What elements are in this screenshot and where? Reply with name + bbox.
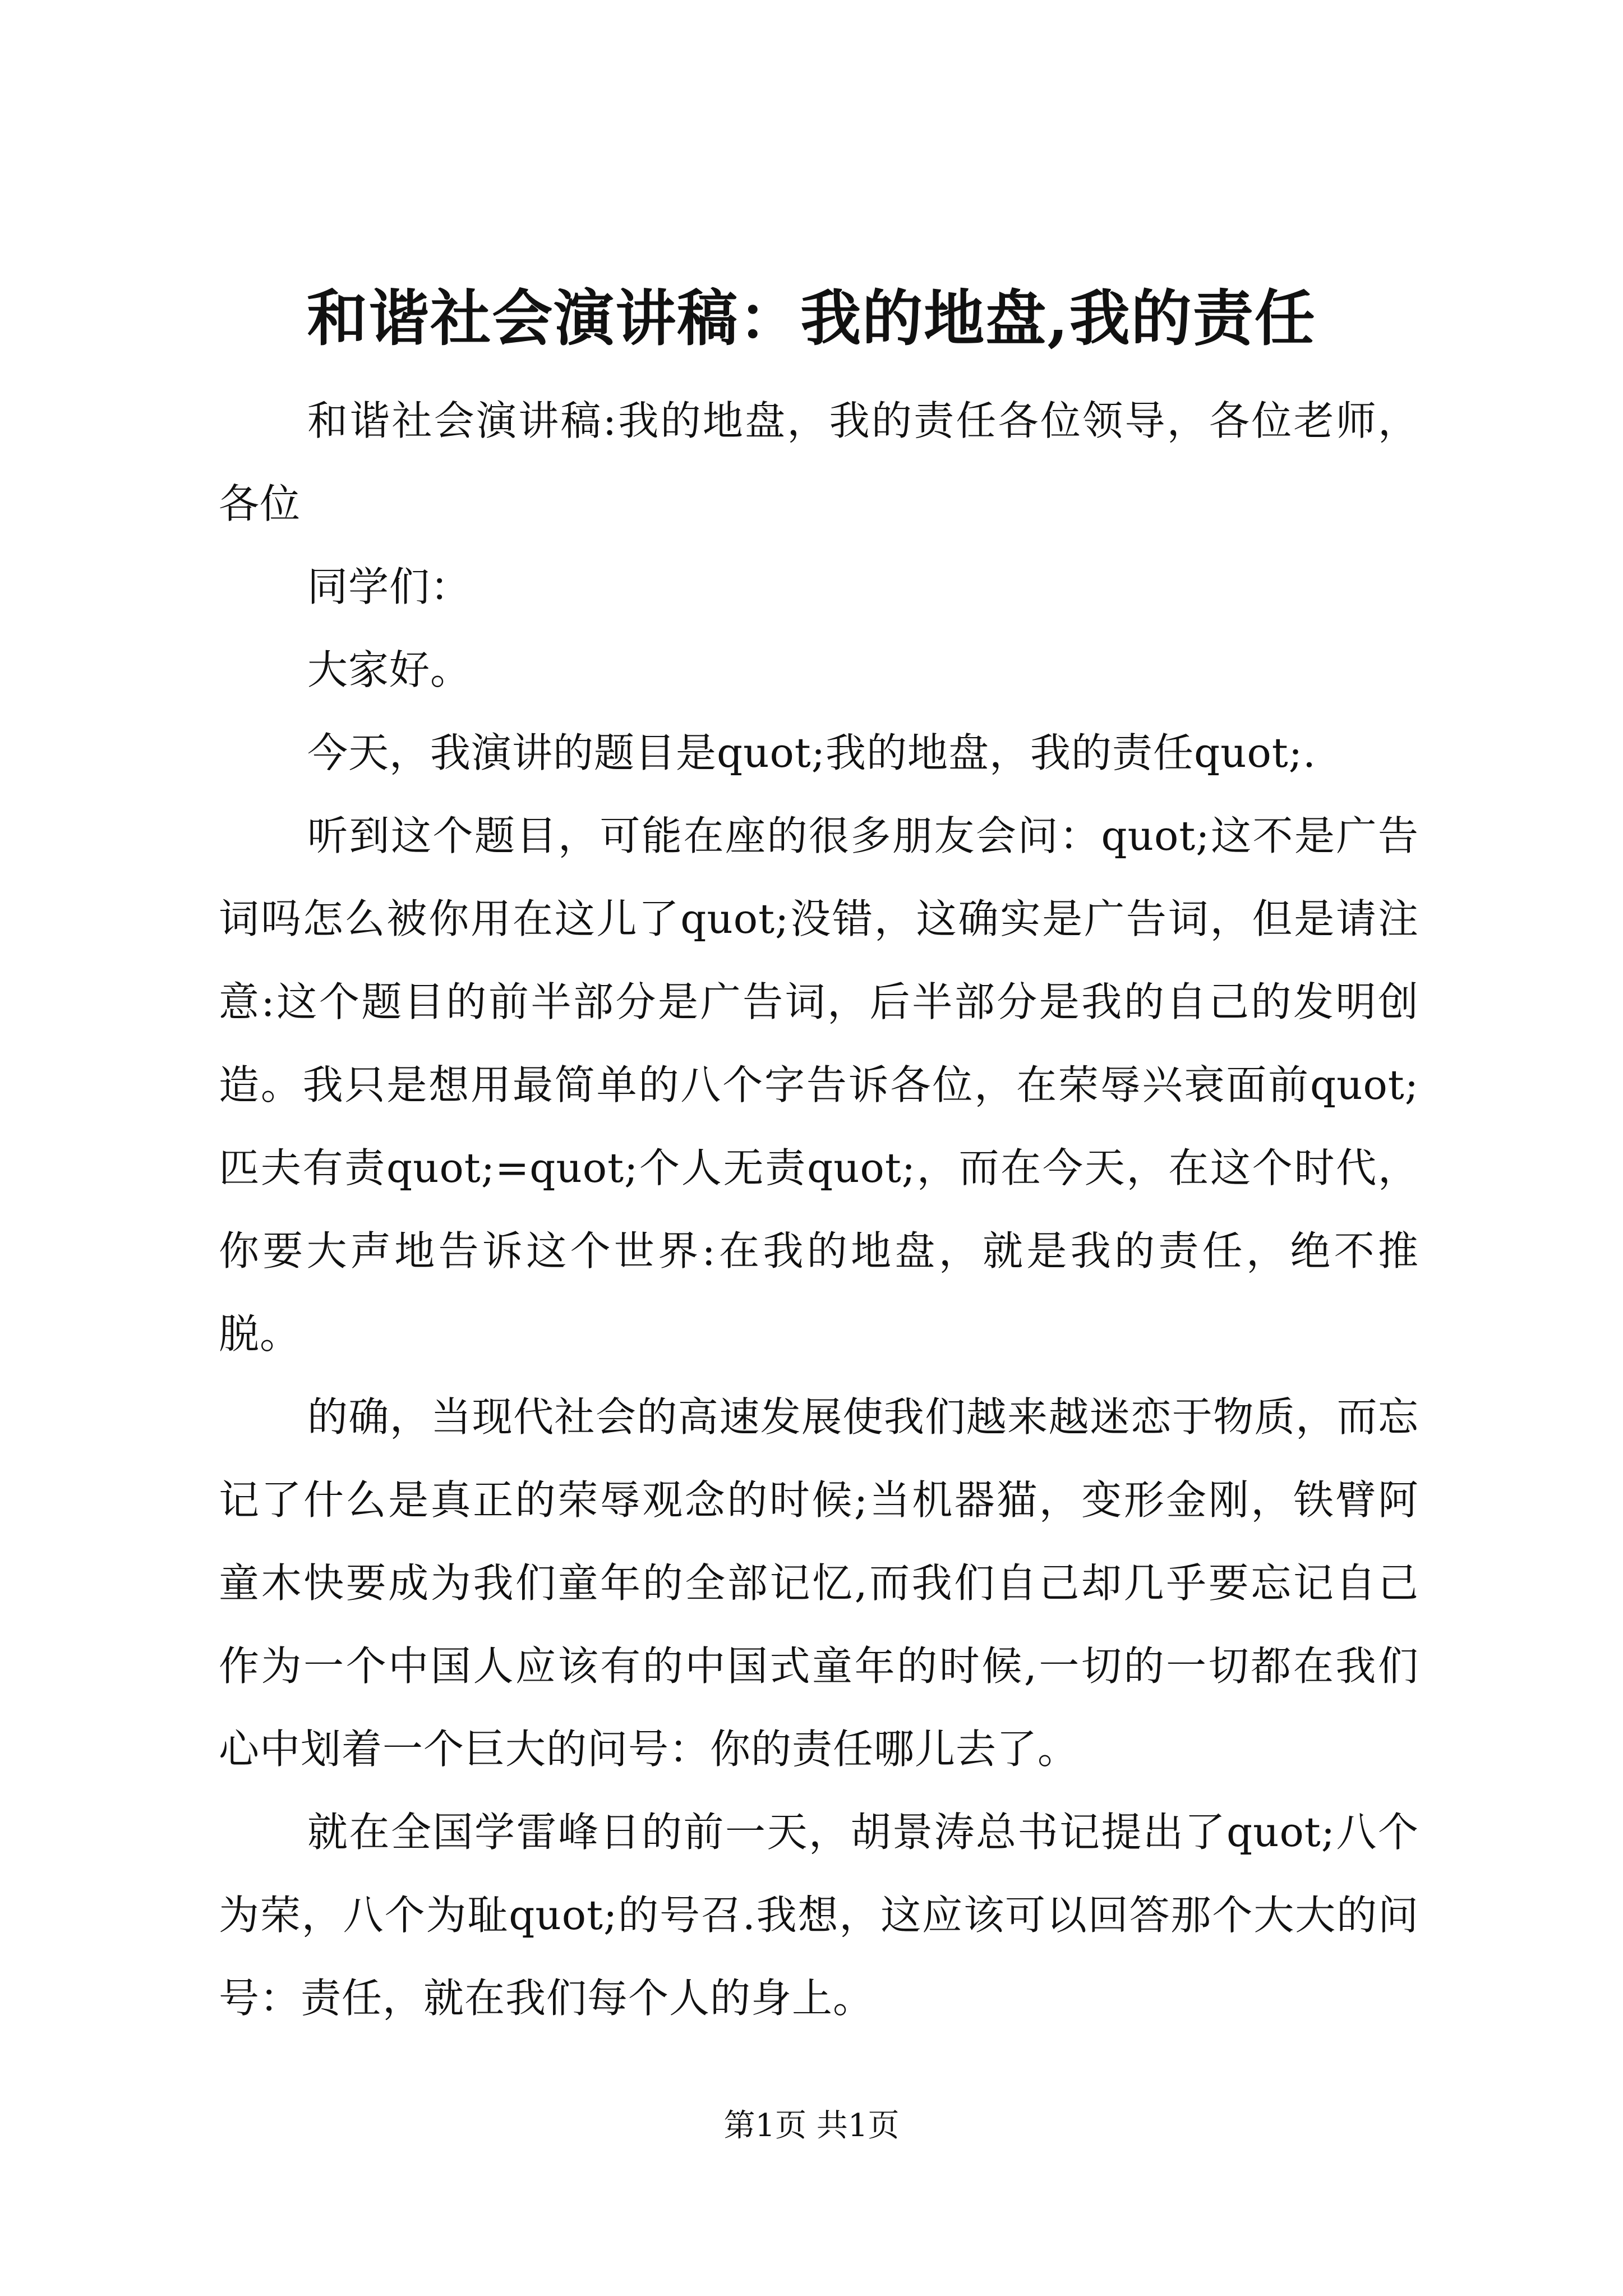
document-title: 和谐社会演讲稿：我的地盘,我的责任 [307, 283, 1316, 354]
paragraph-4: 今天，我演讲的题目是quot;我的地盘，我的责任quot;. [307, 729, 1316, 776]
paragraph-2: 同学们： [307, 563, 472, 610]
document-body [219, 379, 1419, 2040]
paragraph-7: 就在全国学雷峰日的前一天，胡景涛总书记提出了quot;八个为荣，八个为耻quot;的号召.我想，这应该可以回答那个大大的问号：责任，就在我们每个人的身上。 [219, 1809, 1419, 2022]
paragraph-5: 听到这个题目，可能在座的很多朋友会问：quot;这不是广告词吗怎么被你用在这儿了quot;没错，这确实是广告词，但是请注意:这个题目的前半部分是广告词，后半部分是我的自己的发明创造。我只是想用最简单的八个字告诉各位，在荣辱兴衰面前quot;匹夫有责quot;=quot;个人无责quot;，而在今天，在这个时代，你要大声地告诉这个世界:在我的地盘，就是我的责任，绝不推脱。 [219, 812, 1419, 1358]
paragraph-3: 大家好。 [307, 646, 472, 693]
paragraph-6: 的确，当现代社会的高速发展使我们越来越迷恋于物质，而忘记了什么是真正的荣辱观念的时候;当机器猫，变形金刚，铁臂阿童木快要成为我们童年的全部记忆,而我们自己却几乎要忘记自己作为一个中国人应该有的中国式童年的时候,一切的一切都在我们心中划着一个巨大的问号：你的责任哪儿去了。 [219, 1393, 1419, 1773]
paragraph-1: 和谐社会演讲稿:我的地盘，我的责任各位领导，各位老师，各位 [219, 397, 1419, 527]
page-footer: 第1页 共1页 [723, 2108, 900, 2144]
